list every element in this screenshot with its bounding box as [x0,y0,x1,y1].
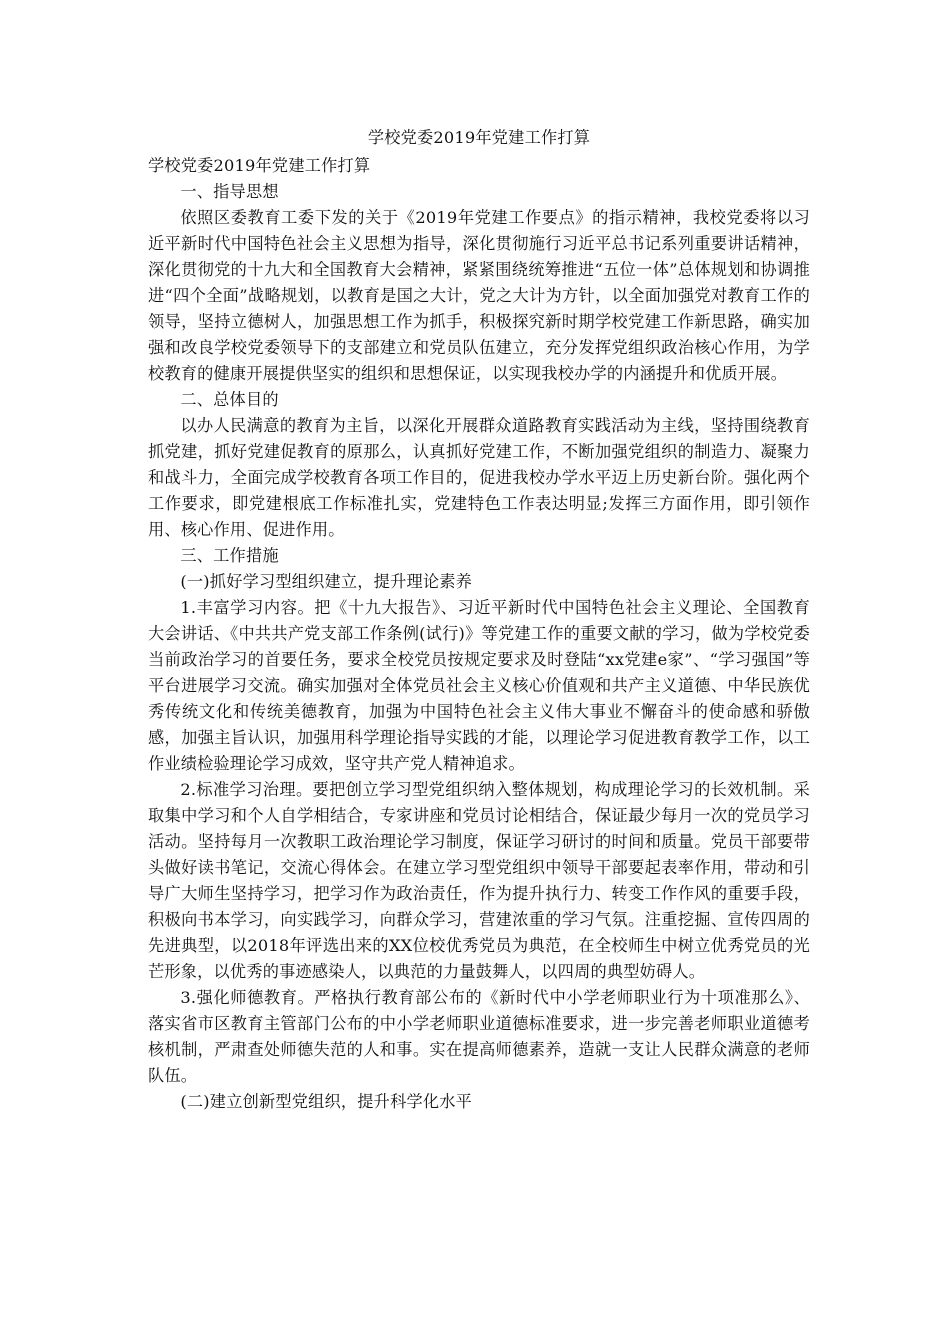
document-title: 学校党委2019年党建工作打算 [367,128,591,147]
document-page [148,123,810,1115]
paragraph: 以办人民满意的教育为主旨，以深化开展群众道路教育实践活动为主线，坚持围绕教育抓党建，抓好党建促教育的原那么，认真抓好党建工作，不断加强党组织的制造力、凝聚力和战斗力，全面完成学校教育各项工作目的，促进我校办学水平迈上历史新台阶。强化两个工作要求，即党建根底工作标准扎实，党建特色工作表达明显;发挥三方面作用，即引领作用、核心作用、促进作用。 [148,416,810,539]
paragraph: 3.强化师德教育。严格执行教育部公布的《新时代中小学老师职业行为十项准那么》、落实省市区教育主管部门公布的中小学老师职业道德标准要求，进一步完善老师职业道德考核机制，严肃查处师德失范的人和事。实在提高师德素养，造就一支让人民群众满意的老师队伍。 [148,988,810,1085]
subsection-heading: (二)建立创新型党组织，提升科学化水平 [180,1092,473,1111]
paragraph: 2.标准学习治理。要把创立学习型党组织纳入整体规划，构成理论学习的长效机制。采取集中学习和个人自学相结合，专家讲座和党员讨论相结合，保证最少每月一次的党员学习活动。坚持每月一次教职工政治理论学习制度，保证学习研讨的时间和质量。党员干部要带头做好读书笔记，交流心得体会。在建立学习型党组织中领导干部要起表率作用，带动和引导广大师生坚持学习，把学习作为政治责任，作为提升执行力、转变工作作风的重要手段，积极向书本学习，向实践学习，向群众学习，营建浓重的学习气氛。注重挖掘、宣传四周的先进典型，以2018年评选出来的XX位校优秀党员为典范，在全校师生中树立优秀党员的光芒形象，以优秀的事迹感染人，以典范的力量鼓舞人，以四周的典型妨碍人。 [148,780,810,981]
section-heading-work-measures: 三、工作措施 [180,546,279,565]
subsection-heading: (一)抓好学习型组织建立，提升理论素养 [180,572,473,591]
document-subtitle: 学校党委2019年党建工作打算 [148,156,371,175]
paragraph: 1.丰富学习内容。把《十九大报告》、习近平新时代中国特色社会主义理论、全国教育大会讲话、《中共共产党支部工作条例(试行)》等党建工作的重要文献的学习，做为学校党委当前政治学习的首要任务，要求全校党员按规定要求及时登陆“xx党建e家”、“学习强国”等平台进展学习交流。确实加强对全体党员社会主义核心价值观和共产主义道德、中华民族优秀传统文化和传统美德教育，加强为中国特色社会主义伟大事业不懈奋斗的使命感和骄傲感，加强主旨认识，加强用科学理论指导实践的才能，以理论学习促进教育教学工作，以工作业绩检验理论学习成效，坚守共产党人精神追求。 [148,598,810,773]
section-heading-guiding-ideology: 一、指导思想 [180,182,279,201]
paragraph: 依照区委教育工委下发的关于《2019年党建工作要点》的指示精神，我校党委将以习近平新时代中国特色社会主义思想为指导，深化贯彻施行习近平总书记系列重要讲话精神，深化贯彻党的十九大和全国教育大会精神，紧紧围绕统筹推进“五位一体”总体规划和协调推进“四个全面”战略规划，以教育是国之大计，党之大计为方针，以全面加强党对教育工作的领导，坚持立德树人，加强思想工作为抓手，积极探究新时期学校党建工作新思路，确实加强和改良学校党委领导下的支部建立和党员队伍建立，充分发挥党组织政治核心作用，为学校教育的健康开展提供坚实的组织和思想保证，以实现我校办学的内涵提升和优质开展。 [148,208,810,383]
section-heading-overall-goal: 二、总体目的 [180,390,279,409]
